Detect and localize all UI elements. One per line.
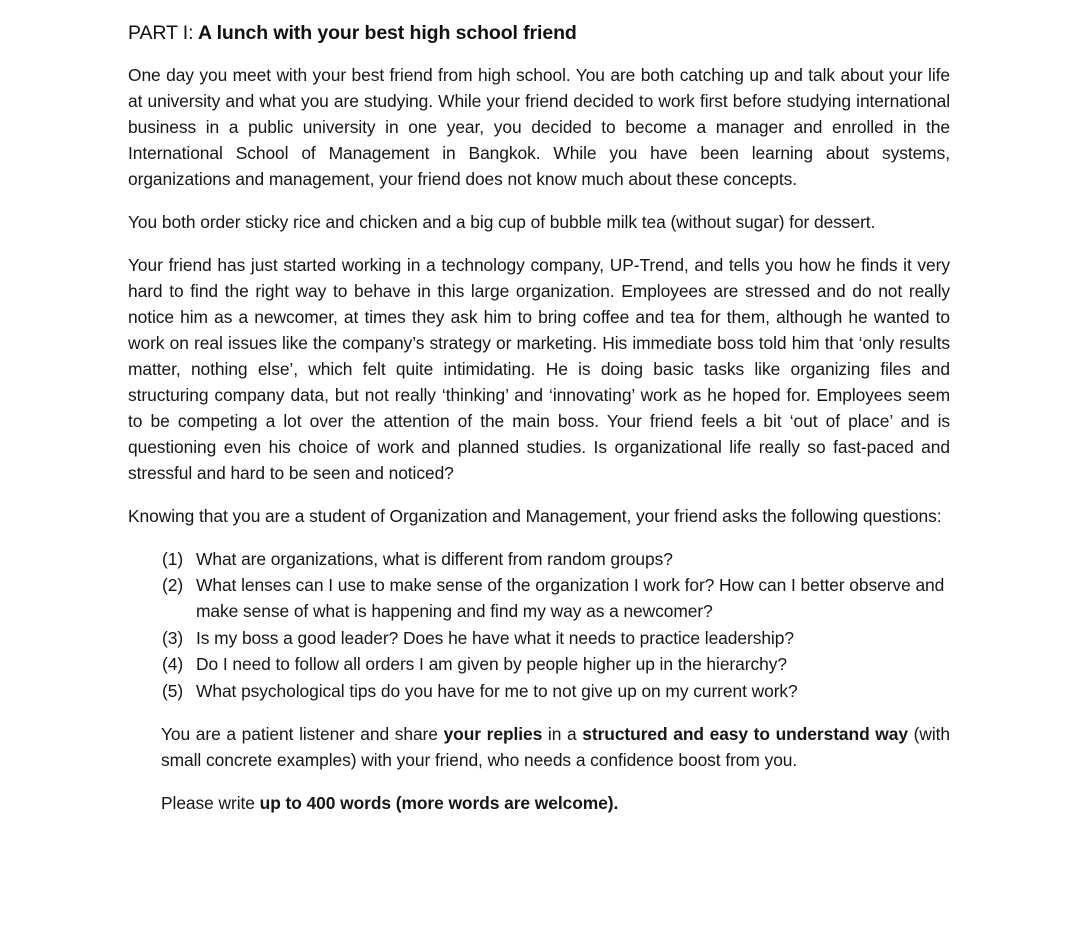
list-item (128, 546, 950, 572)
instruction-emphasis-structure: structured and easy to understand way (582, 724, 908, 745)
page-title-subject: A lunch with your best high school friend (198, 22, 577, 44)
closing-section (161, 721, 950, 816)
paragraph-intro: One day you meet with your best friend from high school. You are both catching up and talk about your life at university and what you are studying. While your friend decided to work first before studying international business in a public university in one year, you decided to become a manager and enrolled in the International School of Management in Bangkok. While you have been learning about systems, organizations and management, your friend does not know much about these concepts. (128, 65, 950, 190)
list-item-marker: (4) (162, 654, 184, 675)
instruction-emphasis-replies: your replies (443, 724, 543, 745)
word-count-emphasis: up to 400 words (more words are welcome). (259, 792, 619, 813)
instruction-text-2: in a (542, 724, 583, 745)
text-column (128, 18, 950, 816)
list-item (128, 678, 950, 704)
list-item-marker: (2) (162, 575, 184, 596)
list-item (128, 572, 950, 624)
paragraph-instructions (161, 721, 950, 773)
paragraph-order: You both order sticky rice and chicken and a big cup of bubble milk tea (without sugar) for dessert. (128, 211, 876, 232)
paragraph-questions-lead-in: Knowing that you are a student of Organization and Management, your friend asks the following questions: (128, 505, 942, 526)
instruction-text-3: (with small concrete examples) with your friend, who needs a confidence boost from you. (161, 724, 950, 771)
page-title-label: PART I: (128, 22, 194, 44)
list-item-label: What lenses can I use to make sense of the organization I work for? How can I better observe and make sense of what is happening and find my way as a newcomer? (196, 575, 945, 622)
list-item-marker: (3) (162, 627, 184, 648)
list-item (128, 625, 950, 651)
list-item-label: What psychological tips do you have for me to not give up on my current work? (196, 680, 798, 701)
list-item-marker: (5) (162, 680, 184, 701)
list-item-label: Do I need to follow all orders I am given by people higher up in the hierarchy? (196, 654, 787, 675)
list-item-label: What are organizations, what is different from random groups? (196, 548, 673, 569)
paragraph-friend-situation: Your friend has just started working in a technology company, UP-Trend, and tells you how he finds it very hard to find the right way to behave in this large organization. Employees are stressed and do not really notice him as a newcomer, at times they ask him to bring coffee and tea for them, although he wanted to work on real issues like the company’s strategy or marketing. His immediate boss told him that ‘only results matter, nothing else’, which felt quite intimidating. He is doing basic tasks like organizing files and structuring company data, but not really ‘thinking’ and ‘innovating’ work as he hoped for. Employees seem to be competing a lot over the attention of the main boss. Your friend feels a bit ‘out of place’ and is questioning even his choice of work and planned studies. Is organizational life really so fast-paced and stressful and hard to be seen and noticed? (128, 254, 950, 484)
instruction-text-1: You are a patient listener and share (161, 724, 444, 745)
paragraph-word-count (161, 790, 950, 816)
list-item (128, 651, 950, 677)
list-item-label: Is my boss a good leader? Does he have what it needs to practice leadership? (196, 627, 794, 648)
question-list (128, 546, 950, 705)
page-title (128, 18, 950, 48)
word-count-text: Please write (161, 792, 260, 813)
list-item-marker: (1) (162, 548, 184, 569)
